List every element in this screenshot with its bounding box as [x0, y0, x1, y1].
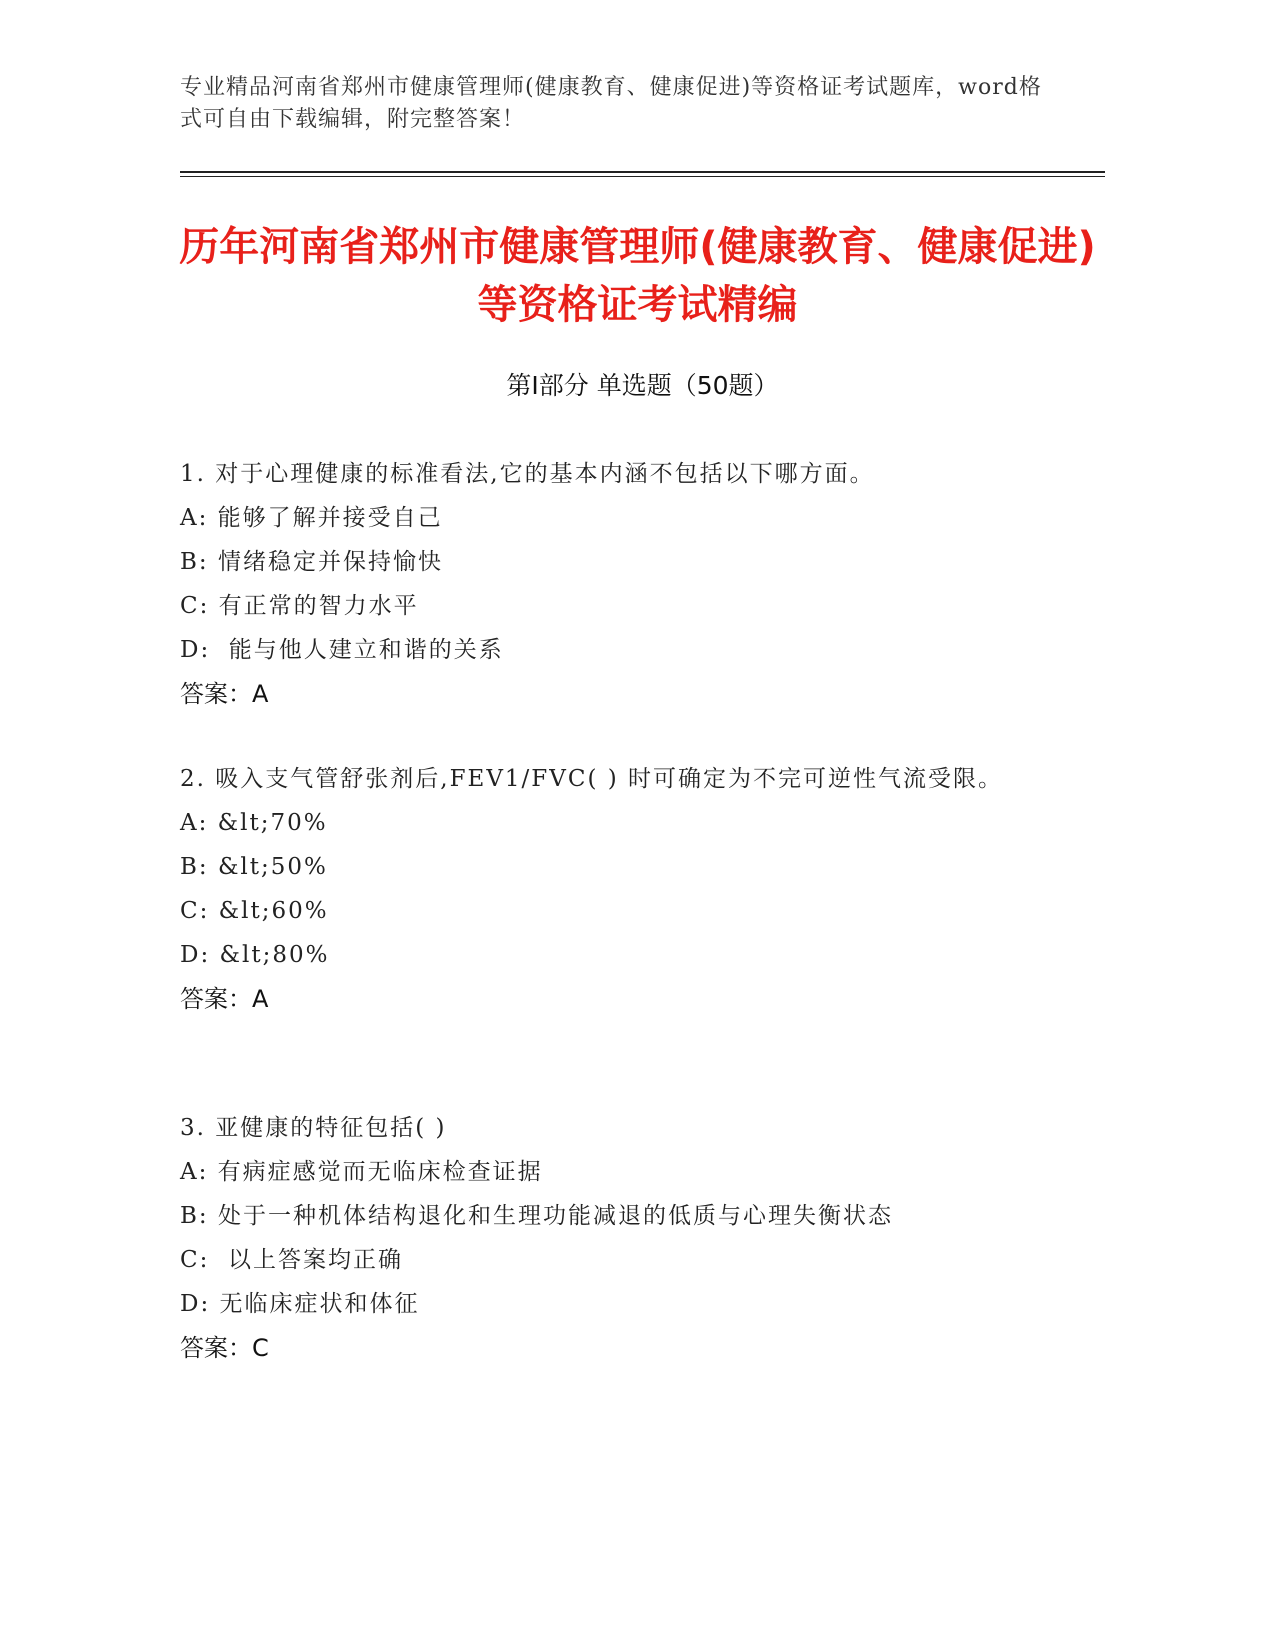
option-b: B: 处于一种机体结构退化和生理功能减退的低质与心理失衡状态 [180, 1203, 893, 1229]
option-d: D: 能与他人建立和谐的关系 [180, 637, 504, 663]
header-divider-thin [180, 176, 1105, 177]
option-b: B: 情绪稳定并保持愉快 [180, 549, 443, 575]
section-title: 第Ⅰ部分 单选题（50题） [506, 371, 779, 400]
question-stem: 2. 吸入支气管舒张剂后,FEV1/FVC( ) 时可确定为不完可逆性气流受限。 [180, 766, 1004, 792]
header-note: 专业精品河南省郑州市健康管理师(健康教育、健康促进)等资格证考试题库，word格式可自由下载编辑，附完整答案！ [180, 75, 1042, 132]
question-stem: 3. 亚健康的特征包括( ) [180, 1115, 447, 1141]
question-3 [180, 1106, 1060, 1370]
question-1 [180, 452, 1060, 716]
answer-line: 答案：A [180, 985, 269, 1013]
option-c: C: 有正常的智力水平 [180, 593, 419, 619]
question-stem: 1. 对于心理健康的标准看法,它的基本内涵不包括以下哪方面。 [180, 461, 875, 487]
header-divider-thick [180, 171, 1105, 173]
answer-line: 答案：A [180, 680, 269, 708]
option-a: A: 能够了解并接受自己 [180, 505, 443, 531]
answer-line: 答案：C [180, 1334, 269, 1362]
option-d: D: &lt;80% [180, 942, 330, 968]
document-title: 历年河南省郑州市健康管理师(健康教育、健康促进)等资格证考试精编 [179, 224, 1096, 328]
question-2 [180, 757, 1060, 1021]
option-d: D: 无临床症状和体征 [180, 1291, 420, 1317]
option-b: B: &lt;50% [180, 854, 328, 880]
option-c: C: &lt;60% [180, 898, 329, 924]
option-a: A: 有病症感觉而无临床检查证据 [180, 1159, 543, 1185]
option-a: A: &lt;70% [180, 810, 328, 836]
option-c: C: 以上答案均正确 [180, 1247, 403, 1273]
